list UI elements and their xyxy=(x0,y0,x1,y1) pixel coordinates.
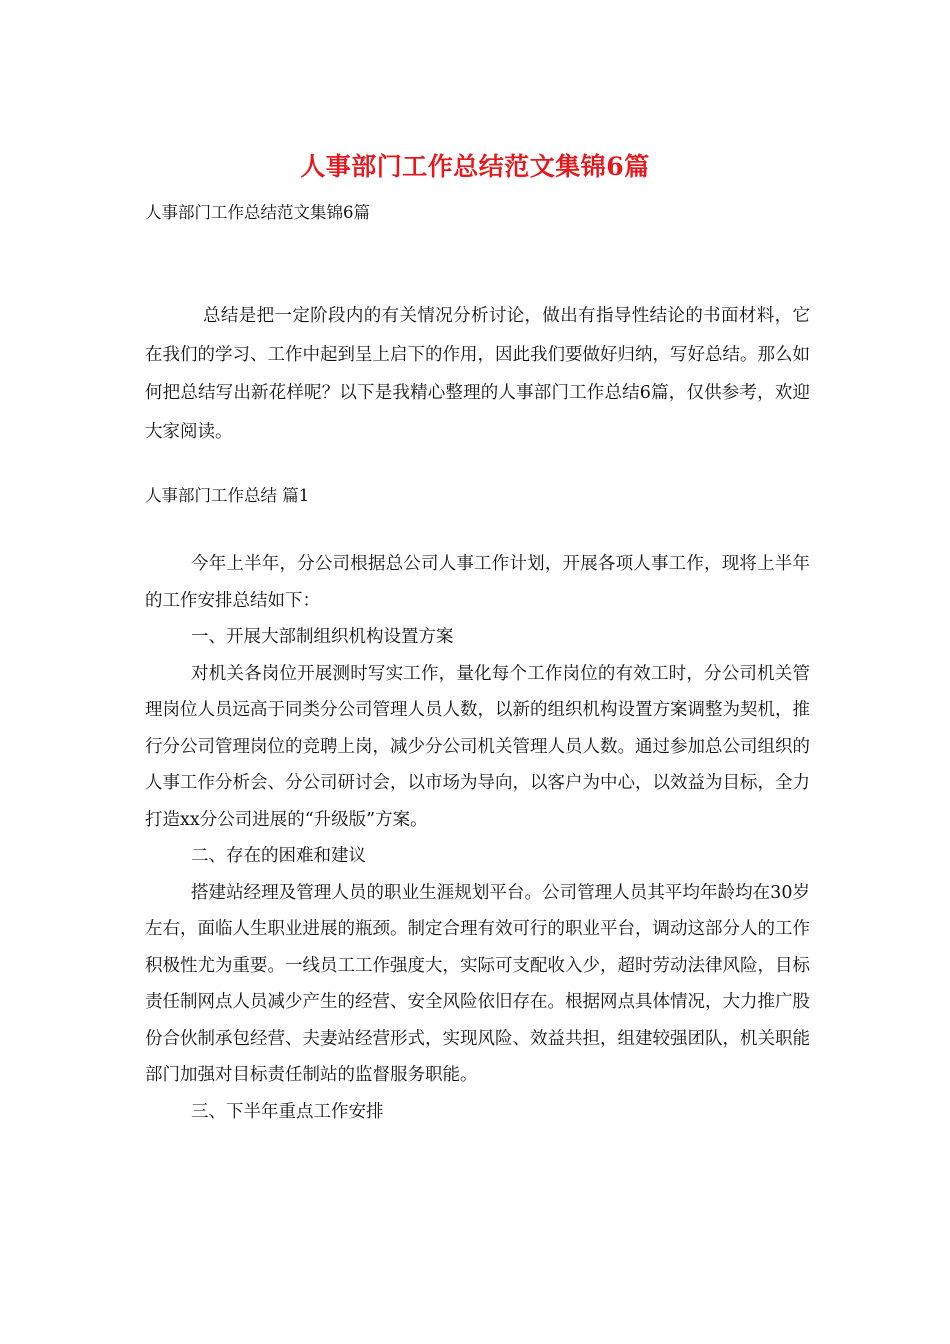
body-paragraph-1: 对机关各岗位开展测时写实工作，量化每个工作岗位的有效工时，分公司机关管理岗位人员远高于同类分公司管理人员人数，以新的组织机构设置方案调整为契机，推行分公司管理岗位的竞聘上岗，减少分公司机关管理人员人数。通过参加总公司组织的人事工作分析会、分公司研讨会，以市场为导向，以客户为中心，以效益为目标，全力打造xx分公司进展的“升级版”方案。 xyxy=(145,663,810,830)
body-heading-1: 一、开展大部制组织机构设置方案 xyxy=(191,627,454,647)
section-body xyxy=(145,546,810,1130)
body-heading-2: 二、存在的困难和建议 xyxy=(191,846,366,866)
body-heading-3: 三、下半年重点工作安排 xyxy=(191,1101,384,1122)
document-title: 人事部门工作总结范文集锦6篇 xyxy=(300,152,650,181)
section-heading: 人事部门工作总结 篇1 xyxy=(145,486,310,505)
body-paragraph-overview: 今年上半年，分公司根据总公司人事工作计划，开展各项人事工作，现将上半年的工作安排总结如下： xyxy=(145,554,810,611)
intro-paragraph: 总结是把一定阶段内的有关情况分析讨论，做出有指导性结论的书面材料，它在我们的学习、工作中起到呈上启下的作用，因此我们要做好归纳，写好总结。那么如何把总结写出新花样呢？以下是我精心整理的人事部门工作总结6篇，仅供参考，欢迎大家阅读。 xyxy=(145,306,810,442)
body-paragraph-2: 搭建站经理及管理人员的职业生涯规划平台。公司管理人员其平均年龄均在30岁左右，面临人生职业进展的瓶颈。制定合理有效可行的职业平台，调动这部分人的工作积极性尤为重要。一线员工工作强度大，实际可支配收入少，超时劳动法律风险，目标责任制网点人员减少产生的经营、安全风险依旧存在。根据网点具体情况，大力推广股份合伙制承包经营、夫妻站经营形式，实现风险、效益共担，组建较强团队，机关职能部门加强对目标责任制站的监督服务职能。 xyxy=(145,882,810,1085)
document-subtitle: 人事部门工作总结范文集锦6篇 xyxy=(145,203,370,222)
